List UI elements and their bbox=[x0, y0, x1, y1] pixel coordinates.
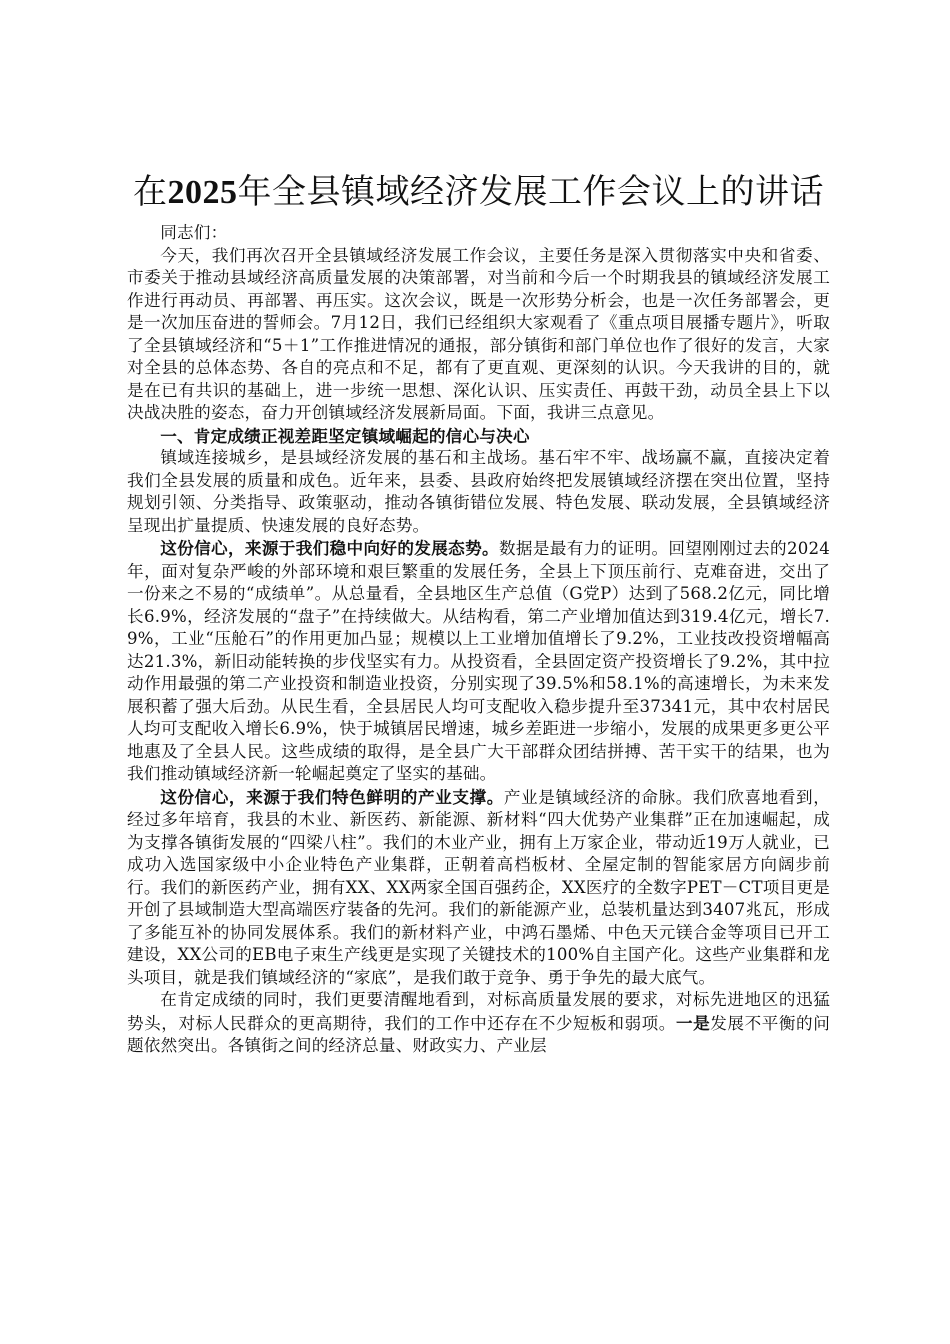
paragraph-development-trend bbox=[127, 537, 830, 786]
paragraph-body: 在肯定成绩的同时，我们更要清醒地看到，对标高质量发展的要求，对标先进地区的迅猛势头，对标人民群众的更高期待，我们的工作中还存在不少短板和弱项。 bbox=[127, 990, 830, 1033]
title-prefix: 在 bbox=[133, 172, 168, 212]
paragraph-body: 数据是最有力的证明。回望刚刚过去的2024年，面对复杂严峻的外部环境和艰巨繁重的发展任务，全县上下顶压前行、克难奋进，交出了一份来之不易的“成绩单”。从总量看，全县地区生产总值（G党P）达到了568.2亿元，同比增长6.9%，经济发展的“盘子”在持续做大。从结构看，第二产业增加值达到319.4亿元，增长7.9%，工业“压舱石”的作用更加凸显；规模以上工业增加值增长了9.2%，工业技改投资增幅高达21.3%，新旧动能转换的步伐坚实有力。从投资看，全县固定资产投资增长了9.2%，其中拉动作用最强的第二产业投资和制造业投资，分别实现了39.5%和58.1%的高速增长，为未来发展积蓄了强大后劲。从民生看，全县居民人均可支配收入稳步提升至37341元，其中农村居民人均可支配收入增长6.9%，快于城镇居民增速，城乡差距进一步缩小，发展的成果更多更公平地惠及了全县人民。这些成绩的取得，是全县广大干部群众团结拼搏、苦干实干的结果，也为我们推动镇域经济新一轮崛起奠定了坚实的基础。 bbox=[127, 539, 830, 783]
greeting: 同志们： bbox=[160, 223, 228, 242]
paragraph-body: 产业是镇域经济的命脉。我们欣喜地看到，经过多年培育，我县的木业、新医药、新能源、新材料“四大优势产业集群”正在加速崛起，成为支撑各镇街发展的“四梁八柱”。我们的木业产业，拥有上万家企业，带动近19万人就业，已成功入选国家级中小企业特色产业集群，正朝着高档板材、全屋定制的智能家居方向阔步前行。我们的新医药产业，拥有XX、XX两家全国百强药企，XX医疗的全数字PET－CT项目更是开创了县域制造大型高端医疗装备的先河。我们的新能源产业，总装机量达到3407兆瓦，形成了多能互补的协同发展体系。我们的新材料产业，中鸿石墨烯、中色天元镁合金等项目已开工建设，XX公司的EB电子束生产线更是实现了关键技术的100%自主国产化。这些产业集群和龙头项目，就是我们镇域经济的“家底”，是我们敢于竞争、勇于争先的最大底气。 bbox=[127, 787, 830, 987]
paragraph-industry-support bbox=[127, 786, 830, 990]
paragraph-lead-bold: 一是 bbox=[675, 1012, 711, 1033]
paragraph-shortcomings bbox=[127, 989, 830, 1058]
title-year: 2025 bbox=[167, 174, 238, 211]
title-rest: 年全县镇域经济发展工作会议上的讲话 bbox=[237, 172, 824, 212]
document-page bbox=[127, 170, 830, 1058]
paragraph-foundation: 镇域连接城乡，是县域经济发展的基石和主战场。基石牢不牢、战场赢不赢，直接决定着我们全县发展的质量和成色。近年来，县委、县政府始终把发展镇域经济摆在突出位置，坚持规划引领、分类指导、政策驱动，推动各镇街错位发展、特色发展、联动发展，全县镇域经济呈现出扩量提质、快速发展的良好态势。 bbox=[127, 448, 830, 535]
section-heading-1: 一、肯定成绩正视差距坚定镇域崛起的信心与决心 bbox=[160, 425, 530, 446]
document-title bbox=[127, 170, 830, 215]
paragraph-intro: 今天，我们再次召开全县镇域经济发展工作会议，主要任务是深入贯彻落实中央和省委、市委关于推动县域经济高质量发展的决策部署，对当前和今后一个时期我县的镇域经济发展工作进行再动员、再部署、再压实。这次会议，既是一次形势分析会，也是一次任务部署会，更是一次加压奋进的誓师会。7月12日，我们已经组织大家观看了《重点项目展播专题片》，听取了全县镇域经济和“5＋1”工作推进情况的通报，部分镇街和部门单位也作了很好的发言，大家对全县的总体态势、各自的亮点和不足，都有了更直观、更深刻的认识。今天我讲的目的，就是在已有共识的基础上，进一步统一思想、深化认识、压实责任、再鼓干劲，动员全县上下以决战决胜的姿态，奋力开创镇域经济发展新局面。下面，我讲三点意见。 bbox=[127, 245, 830, 422]
paragraph-body: 发展不平衡的问题依然突出。各镇街之间的经济总量、财政实力、产业层 bbox=[127, 1013, 830, 1055]
paragraph-lead-bold: 这份信心，来源于我们特色鲜明的产业支撑。 bbox=[160, 786, 504, 807]
paragraph-lead-bold: 这份信心，来源于我们稳中向好的发展态势。 bbox=[160, 538, 499, 558]
